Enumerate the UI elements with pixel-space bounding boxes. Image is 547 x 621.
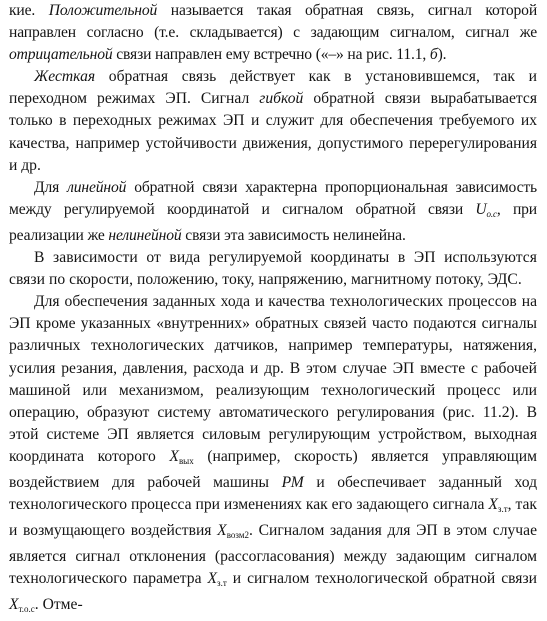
text-run: Для обеспечения заданных хода и качества технологических процессов на ЭП кроме указанных «внутренних» обратных связей часто подаются сигналы различных технологических датчиков, например температуры, натяжения, усилия резания, давления, расхода и др. В этом случае ЭП вместе с рабочей машиной или механизмом, реализующим технологический процесс или операцию, образуют систему автоматического регулирования (рис. 11.2). В этой системе ЭП является силовым регулирующим устройством, выходная координата которого xyxy=(9,293,537,465)
term-nonlinear: нелинейной xyxy=(108,226,182,244)
text-run: , так и возмущающего воздействия xyxy=(9,496,537,540)
text-run: называется такая обратная связь, сигнал которой направлен согласно (т.е. складывается) с задающим сигналом, сигнал же xyxy=(9,2,538,42)
subscript-zt: з.т xyxy=(497,504,508,515)
text-run: и обеспечивает заданный ход технологического процесса при изменениях как его задающего сигнала xyxy=(9,473,537,514)
figure-ref-letter: б xyxy=(429,46,438,64)
symbol-x: X xyxy=(169,447,179,465)
symbol-x: X xyxy=(207,570,218,588)
document-page xyxy=(9,0,537,621)
symbol-rm: РМ xyxy=(281,473,304,491)
text-run: обратной связи вырабатывается только в переходных режимах ЭП и служит для обеспечения требуемого их качества, например устойчивости движения, допустимого перерегулирования и др. xyxy=(9,90,537,174)
text-run: ). xyxy=(437,46,447,64)
term-negative: отрицательной xyxy=(9,46,113,64)
text-run: обратная связь действует как в установившемся, так и переходном режимах ЭП. Сигнал xyxy=(9,68,537,108)
symbol-x: X xyxy=(9,596,19,614)
paragraph-linear-nonlinear xyxy=(9,177,537,247)
paragraph-coordinate-types xyxy=(9,247,537,291)
text-run: В зависимости от вида регулируемой координаты в ЭП используются связи по скорости, положению, току, напряжению, магнитному потоку, ЭДС. xyxy=(9,249,537,289)
subscript-vyh: вых xyxy=(178,455,194,466)
paragraph-feedback-sign xyxy=(9,0,537,66)
symbol-u: U xyxy=(475,200,487,218)
subscript-zt: з.т xyxy=(217,578,227,589)
term-positive: Положительной xyxy=(48,2,158,19)
text-run: связи эта зависимость нелинейна. xyxy=(181,226,406,244)
text-run: Для xyxy=(34,178,68,196)
text-run: и сигналом технологической обратной связи xyxy=(226,570,537,588)
text-run: кие. xyxy=(9,2,49,19)
paragraph-rigid-flexible xyxy=(9,66,537,176)
text-run: обратной связи характерна пропорциональная зависимость между регулируемой координатой и сигналом обратной связи xyxy=(9,178,537,218)
text-run: , при реализации же xyxy=(9,200,537,244)
text-run: (например, скорость) является управляющим воздействием для рабочей машины xyxy=(9,447,537,491)
subscript-vozm2: возм2 xyxy=(226,530,250,541)
symbol-x: X xyxy=(488,496,498,514)
term-flexible: гибкой xyxy=(259,90,304,108)
symbol-x: X xyxy=(217,522,227,540)
subscript-tos: т.о.с xyxy=(18,604,35,615)
term-linear: линейной xyxy=(67,178,127,196)
paragraph-technological-control xyxy=(9,291,537,620)
text-run: связи направлен ему встречно («–» на рис. 11.1, xyxy=(112,46,430,64)
term-rigid: Жесткая xyxy=(34,68,96,86)
text-run: . Отме- xyxy=(34,596,83,614)
text-run: . Сигналом задания для ЭП в этом случае является сигнал отклонения (рассогласования) между задающим сигналом технологического параметра xyxy=(9,522,537,588)
subscript-os: о.с xyxy=(486,208,497,219)
